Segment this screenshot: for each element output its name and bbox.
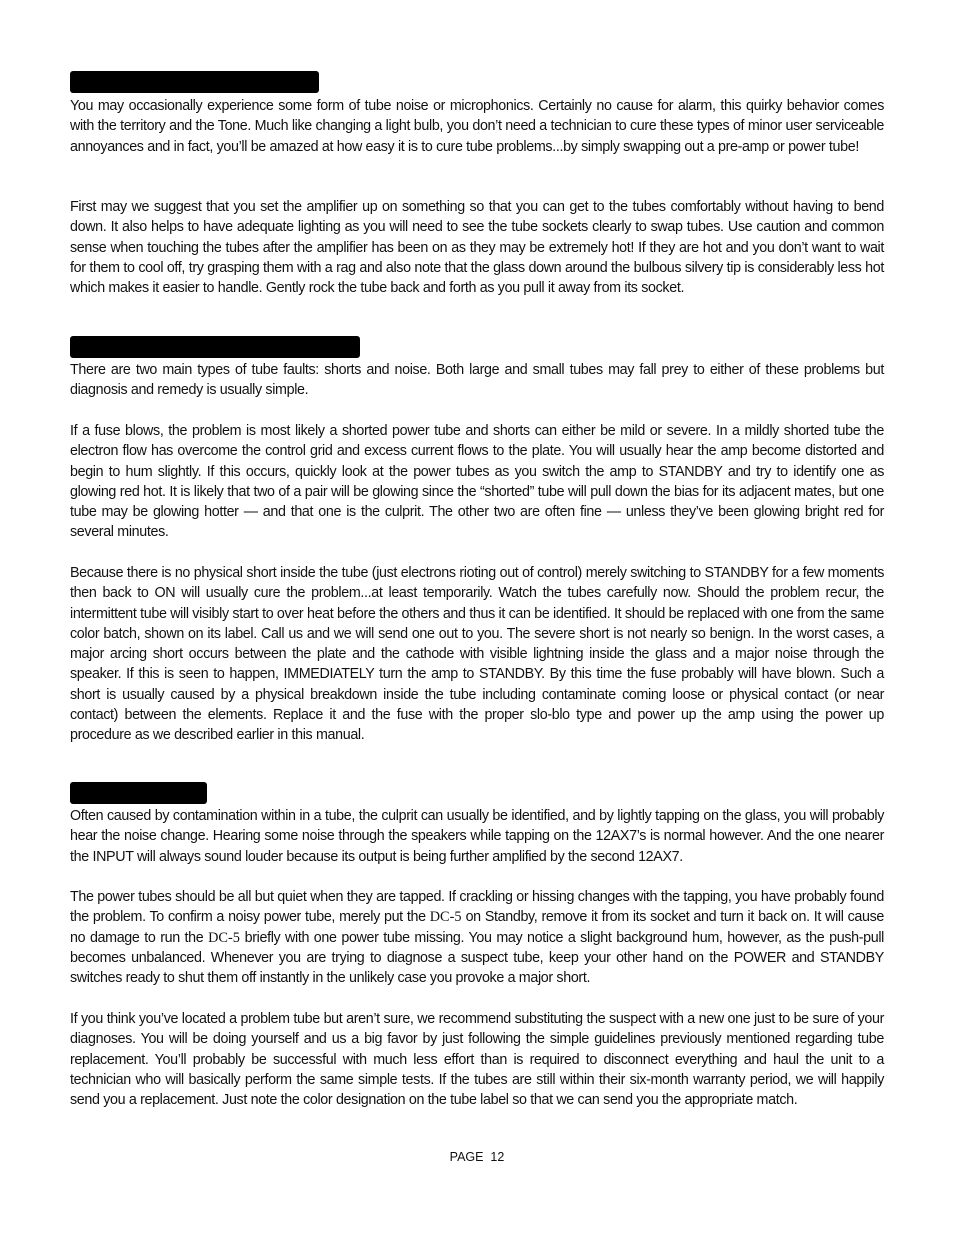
section-header-bar-1 [70,71,319,93]
paragraph-tube-noise-intro: You may occasionally experience some form of tube noise or microphonics. Certainly no cause for alarm, this quirky behavior comes with the territory and the Tone. Much like changing a light bulb, you don’t need a technician to cure these types of minor user serviceable annoyances and in fact, you’ll be amazed at how easy it is to cure tube problems...by simply swapping out a pre-amp or power tube! [70,98,884,155]
paragraph-power-tubes-tapped [70,887,884,988]
paragraph-substitute-suspect: If you think you’ve located a problem tube but aren’t sure, we recommend substituting the suspect with a new one just to be sure of your diagnoses. You will be doing yourself and us a big favor by just following the simple guidelines previously mentioned regarding tube replacement. You’ll probably be successful with much less effort than is required to disconnect everything and haul the unit to a technician who will basically perform the same simple tests. If the tubes are still within their six-month warranty period, we will happily send you a replacement. Just note the color designation on the tube label so that we can send you the appropriate match. [70,1011,884,1109]
p2-text-c: briefly with one power tube missing. You may notice a slight background hum, however, as the push-pull becomes unbalanced. Whenever you are trying to diagnose a suspect tube, keep your other hand on the POWER and STANDBY switches ready to shut them off instantly in the unlikely case you provoke a major short. [70,929,884,987]
section-header-bar-2 [70,336,360,358]
p2-text-b: on Standby, remove it from its socket and turn it back on. It will cause no damage to run the [70,909,885,946]
p2-text-a: The power tubes should be all but quiet when they are tapped. If crackling or hissing changes with the tapping, you have probably found the problem. To confirm a noisy power tube, merely put the [70,889,884,926]
paragraph-handling-tubes: First may we suggest that you set the amplifier up on something so that you can get to the tubes comfortably without having to bend down. It also helps to have adequate lighting as you will need to see the tube sockets clearly to swap tubes. Use caution and common sense when touching the tubes after the amplifier has been on as they may be extremely hot! If they are hot and you don’t want to wait for them to cool off, try grasping them with a rag and also note that the glass down around the bulbous silvery tip is considerably less hot which makes it easier to handle. Gently rock the tube back and forth as you pull it away from its socket. [70,199,884,297]
section-header-bar-3 [70,782,207,804]
paragraph-physical-short: Because there is no physical short inside the tube (just electrons rioting out of control) merely switching to STANDBY for a few moments then back to ON will usually cure the problem...at least temporarily. Watch the tubes carefully now. Should the problem recur, the intermittent tube will visibly start to over heat before the others and thus it can be identified. It should be replaced with one from the same color batch, shown on its label. Call us and we will send one out to you. The severe short is not nearly so benign. In the worst cases, a major arcing short occurs between the plate and the cathode with visible lightning inside the glass and a major noise through the speaker. If this is seen to happen, IMMEDIATELY turn the amp to STANDBY. By this time the fuse probably will have blown. Such a short is usually caused by a physical breakdown inside the tube including contaminate coming loose or physical contact (or near contact) between the elements. Replace it and the fuse with the proper slo-blo type and power up the amp using the power up procedure as we described earlier in this manual. [70,565,884,744]
model-name-dc5-2: DC-5 [208,929,240,946]
paragraph-noise-contamination: Often caused by contamination within in a tube, the culprit can usually be identified, and by lightly tapping on the glass, you will probably hear the noise change. Hearing some noise through the speakers while tapping on the 12AX7’s is normal however. And the one nearer the INPUT will always sound louder because its output is being further amplified by the second 12AX7. [70,808,884,865]
paragraph-tube-faults: There are two main types of tube faults: shorts and noise. Both large and small tubes may fall prey to either of these problems but diagnosis and remedy is usually simple. [70,362,884,399]
paragraph-fuse-blows: If a fuse blows, the problem is most likely a shorted power tube and shorts can either be mild or severe. In a mildly shorted tube the electron flow has overcome the control grid and excess current flows to the plate. You will usually hear the amp become distorted and begin to hum slightly. If this occurs, quickly look at the power tubes as you switch the amp to STANDBY and try to identify one as glowing red hot. It is likely that two of a pair will be glowing since the “shorted” tube will pull down the bias for its adjacent mates, but one tube may be glowing hotter — and that one is the culprit. The other two are often fine — unless they’ve been glowing bright red for several minutes. [70,423,884,541]
page-number: PAGE 12 [449,1150,505,1164]
model-name-dc5: DC-5 [429,909,462,926]
